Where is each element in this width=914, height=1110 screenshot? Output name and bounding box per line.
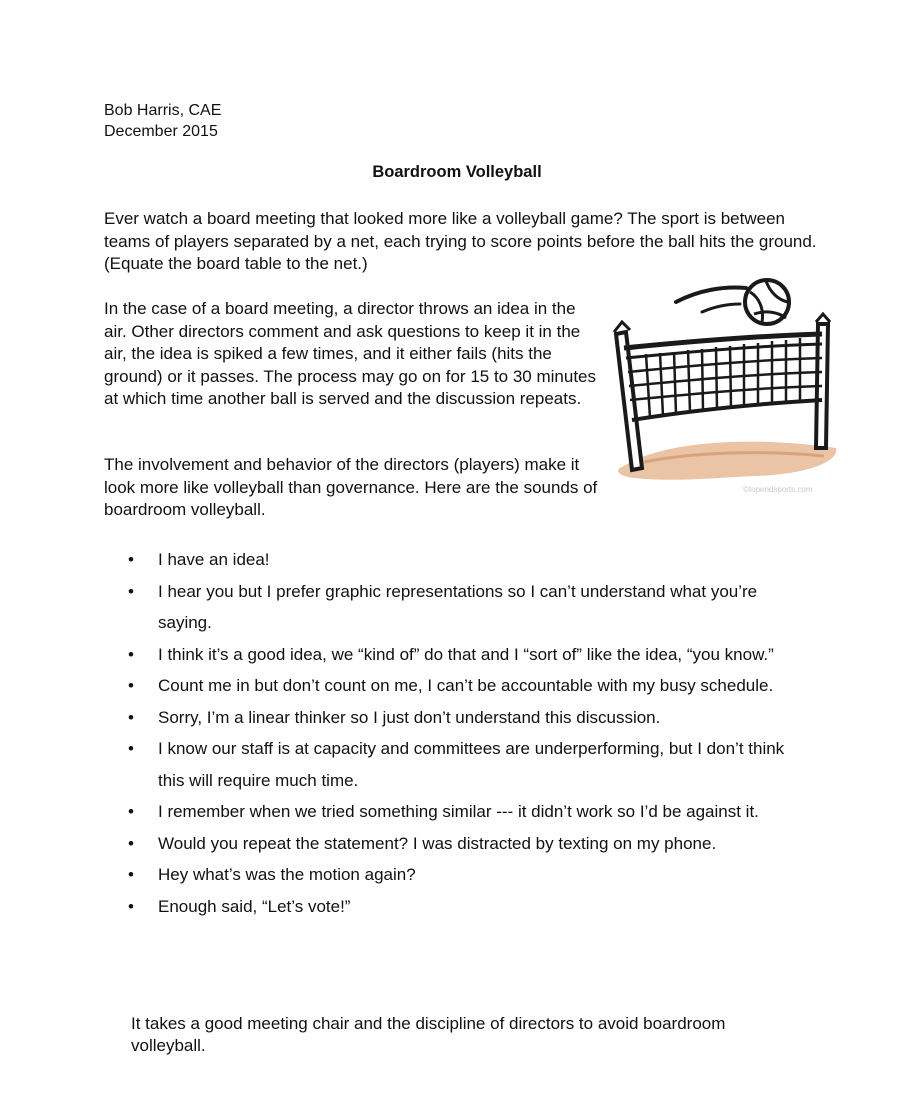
list-item-text: I know our staff is at capacity and committees are underperforming, but I don’t think this will require much time. <box>158 739 785 790</box>
illustration-watermark: ©topendsports.com <box>743 485 813 494</box>
list-item-text: Enough said, “Let’s vote!” <box>158 896 351 916</box>
list-item <box>104 796 814 828</box>
list-item-text: I have an idea! <box>158 550 270 569</box>
bullet-icon: • <box>128 833 134 853</box>
volleyball-net-illustration <box>604 272 842 500</box>
bullet-icon: • <box>128 581 134 601</box>
document-date: December 2015 <box>104 123 218 140</box>
paragraph-intro: Ever watch a board meeting that looked more like a volleyball game? The sport is between teams of players separated by a net, each trying to score points before the ball hits the ground. (Equate the board table to the net.) <box>104 209 817 273</box>
list-item-text: Count me in but don’t count on me, I can’t be accountable with my busy schedule. <box>158 676 774 695</box>
list-item-text: Would you repeat the statement? I was distracted by texting on my phone. <box>158 833 717 853</box>
list-item <box>104 544 814 576</box>
author-name: Bob Harris, CAE <box>104 102 222 119</box>
list-item-text: I hear you but I prefer graphic representations so I can’t understand what you’re saying. <box>158 581 758 632</box>
list-item <box>104 828 814 860</box>
list-item <box>104 670 814 702</box>
bullet-list <box>104 544 814 922</box>
closing-paragraph: It takes a good meeting chair and the discipline of directors to avoid boardroom volleyball. <box>131 1014 726 1055</box>
bullet-icon: • <box>128 676 134 695</box>
list-item <box>104 733 814 796</box>
bullet-icon: • <box>128 644 134 664</box>
list-item <box>104 891 814 923</box>
page-title: Boardroom Volleyball <box>372 163 542 181</box>
list-item-text: I think it’s a good idea, we “kind of” do that and I “sort of” like the idea, “you know.” <box>158 644 774 664</box>
list-item-text: I remember when we tried something similar --- it didn’t work so I’d be against it. <box>158 802 759 821</box>
list-item <box>104 576 814 639</box>
bullet-icon: • <box>128 707 134 727</box>
list-item <box>104 859 814 891</box>
paragraph-board-meeting: In the case of a board meeting, a director throws an idea in the air. Other directors comment and ask questions to keep it in the air, the idea is spiked a few times, and it either fails (hits the ground) or it passes. The process may go on for 15 to 30 minutes at which time another ball is served and the discussion repeats. <box>104 299 597 408</box>
bullet-icon: • <box>128 802 134 821</box>
bullet-icon: • <box>128 896 134 916</box>
bullet-icon: • <box>128 550 134 569</box>
list-item-text: Sorry, I’m a linear thinker so I just don’t understand this discussion. <box>158 707 661 727</box>
bullet-icon: • <box>128 739 134 758</box>
bullet-icon: • <box>128 865 134 884</box>
list-item <box>104 639 814 671</box>
list-item <box>104 702 814 734</box>
list-item-text: Hey what’s was the motion again? <box>158 865 416 884</box>
paragraph-involvement: The involvement and behavior of the directors (players) make it look more like volleyball than governance. Here are the sounds of boardroom volleyball. <box>104 455 598 519</box>
author-block <box>104 100 221 142</box>
